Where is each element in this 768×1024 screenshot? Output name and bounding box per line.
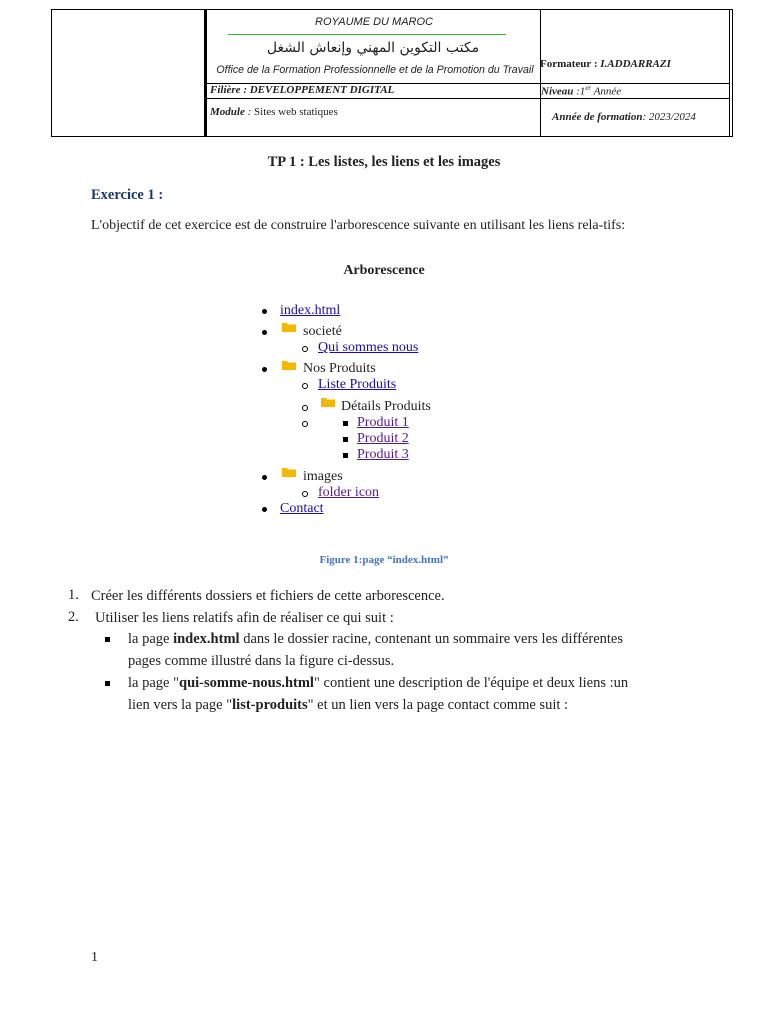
- bullet-qui-text-line2: [128, 694, 568, 716]
- folder-label-societe: societé: [303, 324, 342, 339]
- square-bullet: [343, 421, 348, 426]
- circle-bullet: [302, 421, 308, 427]
- header-table: [51, 9, 733, 137]
- accent-line: [228, 34, 506, 35]
- bullet-index-text: [128, 628, 623, 650]
- step-number: 1.: [68, 587, 79, 603]
- folder-icon: [282, 360, 296, 370]
- square-bullet: [343, 453, 348, 458]
- header-divider: [540, 10, 541, 136]
- formateur-value: I.ADDARRAZI: [600, 58, 671, 70]
- link-contact[interactable]: Contact: [280, 501, 324, 516]
- module-value: Sites web statiques: [254, 106, 338, 118]
- module-sep: :: [244, 106, 255, 118]
- module-label: Module: [210, 106, 245, 118]
- step-number: 2.: [68, 609, 79, 625]
- text-run: " contient une description de l'équipe et deux liens :un: [313, 675, 629, 691]
- link-liste-produits[interactable]: Liste Produits: [318, 377, 397, 392]
- filiere: [210, 84, 394, 96]
- text-bold: list-produits: [232, 697, 308, 713]
- annee-value: : 2023/2024: [642, 111, 696, 123]
- text-run: dans le dossier racine, contenant un sommaire vers les différentes: [239, 631, 624, 647]
- bullet-index-text-line2: pages comme illustré dans la figure ci-dessus.: [128, 653, 395, 669]
- office-name: Office de la Formation Professionnelle et de la Promotion du Travail: [216, 64, 534, 76]
- circle-bullet: [302, 491, 308, 497]
- circle-bullet: [302, 405, 308, 411]
- text-run: la page: [128, 631, 174, 647]
- annee: [552, 111, 696, 123]
- folder-icon: [321, 397, 335, 407]
- folder-label-nos-produits: Nos Produits: [303, 361, 376, 376]
- niveau-label: Niveau: [541, 85, 574, 98]
- arabic-org-name: مكتب التكوين المهني وإنعاش الشغل: [266, 40, 480, 56]
- filiere-label: Filière: [210, 84, 241, 96]
- text-run: la page ": [128, 675, 180, 691]
- formateur: [540, 58, 671, 70]
- page-number: 1: [91, 950, 98, 965]
- header-row-divider: [205, 98, 729, 99]
- link-folder-icon[interactable]: folder icon: [318, 485, 380, 500]
- module: [210, 106, 338, 118]
- text-run: " et un lien vers la page contact comme suit :: [307, 697, 569, 713]
- disc-bullet: [262, 475, 267, 480]
- filiere-value: : DEVELOPPEMENT DIGITAL: [240, 84, 395, 96]
- step-text: Créer les différents dossiers et fichiers de cette arborescence.: [91, 588, 445, 604]
- niveau-sup: er: [585, 84, 592, 92]
- niveau: [541, 84, 621, 98]
- link-produit-2[interactable]: Produit 2: [357, 431, 409, 446]
- folder-icon: [282, 467, 296, 477]
- bullet-qui-text: [128, 672, 628, 694]
- page-title: TP 1 : Les listes, les liens et les images: [267, 154, 501, 170]
- disc-bullet: [262, 330, 267, 335]
- disc-bullet: [262, 367, 267, 372]
- square-bullet: [105, 681, 110, 686]
- tree-title: Arborescence: [343, 263, 425, 278]
- square-bullet: [343, 437, 348, 442]
- folder-icon: [282, 322, 296, 332]
- figure-caption: Figure 1:page “index.html”: [319, 554, 449, 566]
- disc-bullet: [262, 309, 267, 314]
- formateur-label: Formateur :: [540, 58, 601, 70]
- text-bold: qui-somme-nous.html: [179, 675, 314, 691]
- header-divider: [204, 10, 207, 136]
- link-index[interactable]: index.html: [280, 303, 341, 318]
- text-run: lien vers la page ": [128, 697, 233, 713]
- kingdom-label: ROYAUME DU MAROC: [315, 16, 433, 28]
- step-text: Utiliser les liens relatifs afin de réaliser ce qui suit :: [95, 610, 394, 626]
- circle-bullet: [302, 383, 308, 389]
- link-qui-sommes-nous[interactable]: Qui sommes nous: [318, 340, 419, 355]
- text-bold: index.html: [173, 631, 240, 647]
- square-bullet: [105, 637, 110, 642]
- niveau-value: :1: [573, 85, 586, 98]
- intro-paragraph: L'objectif de cet exercice est de construire l'arborescence suivante en utilisant les liens rela-tifs:: [91, 218, 626, 233]
- header-divider: [729, 10, 730, 136]
- exercise-title: Exercice 1 :: [91, 187, 164, 203]
- niveau-value-post: Année: [591, 85, 622, 98]
- folder-label-details-produits: Détails Produits: [341, 399, 431, 414]
- circle-bullet: [302, 346, 308, 352]
- annee-label: Année de formation: [552, 111, 643, 123]
- link-produit-3[interactable]: Produit 3: [357, 447, 409, 462]
- folder-label-images: images: [303, 469, 343, 484]
- disc-bullet: [262, 507, 267, 512]
- link-produit-1[interactable]: Produit 1: [357, 415, 409, 430]
